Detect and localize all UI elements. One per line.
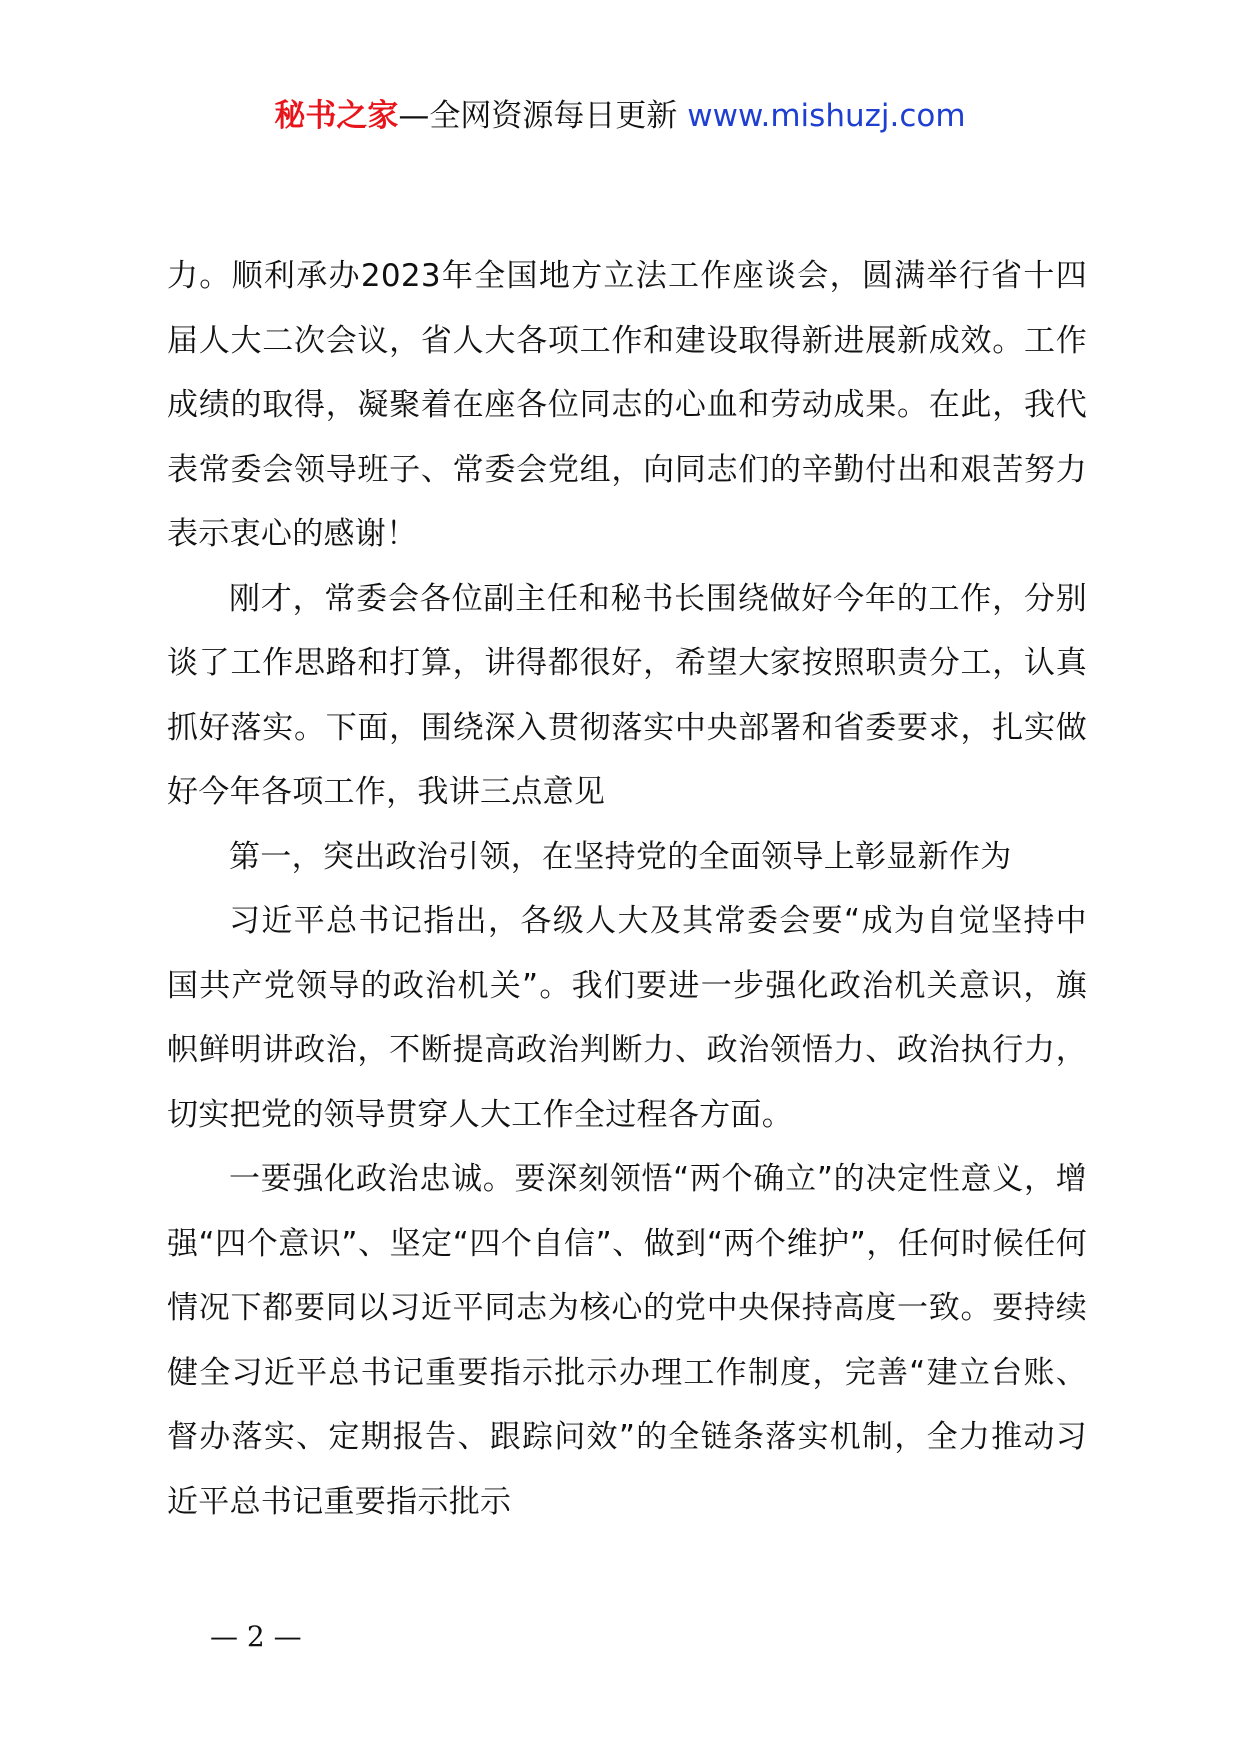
paragraph: 刚才，常委会各位副主任和秘书长围绕做好今年的工作，分别谈了工作思路和打算，讲得都很好，希望大家按照职责分工，认真抓好落实。下面，围绕深入贯彻落实中央部署和省委要求，扎实做好今年各项工作，我讲三点意见	[167, 580, 1087, 810]
document-body	[167, 244, 1087, 1534]
section-heading: 第一，突出政治引领，在坚持党的全面领导上彰显新作为	[229, 838, 1012, 875]
header-slogan: —全网资源每日更新	[398, 98, 678, 134]
paragraph: 一要强化政治忠诚。要深刻领悟“两个确立”的决定性意义，增强“四个意识”、坚定“四个自信”、做到“两个维护”，任何时候任何情况下都要同以习近平同志为核心的党中央保持高度一致。要持续健全习近平总书记重要指示批示办理工作制度，完善“建立台账、督办落实、定期报告、跟踪问效”的全链条落实机制，全力推动习近平总书记重要指示批示	[167, 1161, 1087, 1520]
page-header	[0, 96, 1240, 136]
header-url-link[interactable]: www.mishuzj.com	[687, 98, 966, 134]
paragraph: 习近平总书记指出，各级人大及其常委会要“成为自觉坚持中国共产党领导的政治机关”。我们要进一步强化政治机关意识，旗帜鲜明讲政治，不断提高政治判断力、政治领悟力、政治执行力，切实把党的领导贯穿人大工作全过程各方面。	[167, 903, 1087, 1133]
paragraph-continuation: 力。顺利承办2023年全国地方立法工作座谈会，圆满举行省十四届人大二次会议，省人大各项工作和建设取得新进展新成效。工作成绩的取得，凝聚着在座各位同志的心血和劳动成果。在此，我代表常委会领导班子、常委会党组，向同志们的辛勤付出和艰苦努力表示衷心的感谢！	[167, 258, 1087, 552]
header-brand: 秘书之家	[274, 98, 399, 134]
page-number: — 2 —	[210, 1620, 302, 1653]
